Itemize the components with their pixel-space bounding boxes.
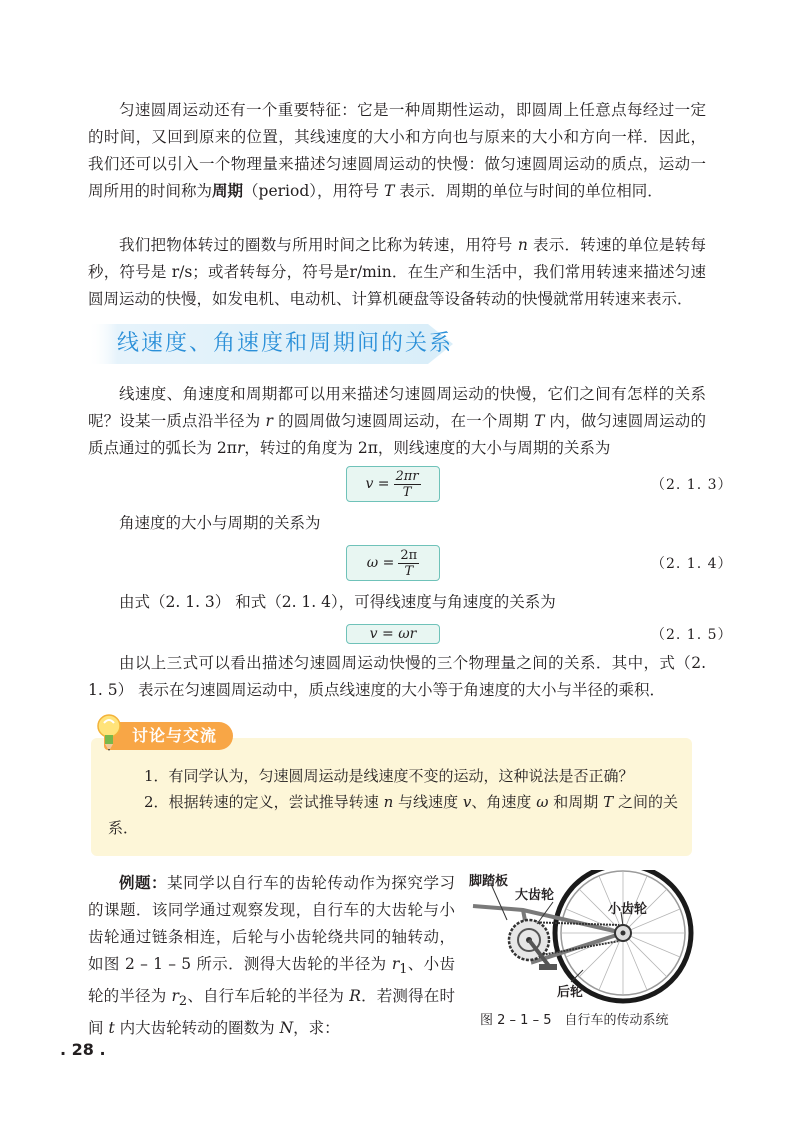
text: 2．根据转速的定义，尝试推导转速 bbox=[144, 793, 379, 811]
subscript: 2 bbox=[178, 994, 188, 1010]
text: 、角速度 bbox=[471, 793, 532, 811]
fraction bbox=[394, 469, 421, 500]
label-big-gear: 大齿轮 bbox=[515, 888, 555, 903]
denominator: T bbox=[402, 484, 412, 500]
line-derive: 由式（2. 1. 3） 和式（2. 1. 4），可得线速度与角速度的关系为 bbox=[119, 593, 556, 611]
formula-v-omega-r bbox=[346, 624, 440, 644]
text: （period），用符号 bbox=[243, 182, 379, 200]
symbol-t: t bbox=[108, 1019, 115, 1038]
text: 之间的关系． bbox=[108, 793, 678, 837]
text: 匀速圆周运动还有一个重要特征：它是一种周期性运动，即圆周上任意点每经过一定的时间，又回到原来的位置，其线速度的大小和方向也与原来的大小和方向一样．因此，我们还可以引入一个物理量来描述匀速圆周运动的快慢：做匀速圆周运动的质点，运动一周所用的时间称为 bbox=[88, 101, 706, 200]
text: 表示．周期的单位与时间的单位相同． bbox=[399, 182, 663, 200]
line-angular-relation: 角速度的大小与周期的关系为 bbox=[119, 514, 321, 532]
text: 内大齿轮转动的圈数为 bbox=[119, 1019, 275, 1038]
symbol-T: T bbox=[533, 412, 545, 430]
denominator: T bbox=[404, 563, 414, 579]
text: ．若测得在时间 bbox=[88, 987, 455, 1038]
lightbulb-pencil-icon bbox=[95, 713, 123, 753]
text: 表示．转速的单位是转每秒，符号是 r/s；或者转每分，符号是r/min．在生产和生活中，我们常用转速来描述匀速圆周运动的快慢，如发电机、电动机、计算机硬盘等设备转动的快慢就常用转速来表示． bbox=[88, 236, 706, 308]
text: 内，做匀速圆周运动的质点通过的弧长为 2π bbox=[88, 412, 706, 457]
label-pedal: 脚踏板 bbox=[469, 874, 509, 889]
text: 某同学以自行车的齿轮传动作为探究学习的课题．该同学通过观察发现，自行车的大齿轮与小齿轮通过链条相连，后轮与小齿轮绕共同的轴转动，如图 2 – 1 – 5 所示．测得大齿轮的半径为 bbox=[88, 874, 455, 973]
subscript: 1 bbox=[399, 962, 408, 978]
discussion-question-1: 1．有同学认为，匀速圆周运动是线速度不变的运动，这种说法是否正确？ bbox=[144, 767, 634, 785]
symbol-r2: r bbox=[171, 987, 179, 1006]
symbol-omega: ω bbox=[536, 793, 549, 811]
page-number: . 28 . bbox=[60, 1040, 106, 1059]
text: 的圆周做匀速圆周运动，在一个周期 bbox=[278, 412, 529, 430]
text: ，求： bbox=[293, 1019, 340, 1038]
paragraph-period bbox=[88, 97, 706, 205]
equation-number: （2. 1. 4） bbox=[651, 556, 733, 572]
discussion-title: 讨论与交流 bbox=[132, 726, 218, 745]
text: 我们把物体转过的圈数与所用时间之比称为转速，用符号 bbox=[119, 236, 513, 254]
formula-linear-velocity bbox=[346, 466, 440, 502]
equation-number: （2. 1. 3） bbox=[651, 477, 733, 493]
paragraph-conclusion: 由以上三式可以看出描述匀速圆周运动快慢的三个物理量之间的关系．其中，式（2. 1. 5） 表示在匀速圆周运动中，质点线速度的大小等于角速度的大小与半径的乘积． bbox=[88, 654, 706, 699]
formula-lhs: v = bbox=[365, 476, 390, 492]
symbol-n: n bbox=[517, 236, 528, 254]
symbol-T: T bbox=[383, 182, 395, 200]
formula-angular-velocity bbox=[346, 545, 440, 581]
paragraph-rotational-speed bbox=[88, 232, 706, 313]
symbol-N: N bbox=[279, 1019, 294, 1038]
numerator: 2π bbox=[400, 547, 418, 563]
symbol-v: v bbox=[462, 793, 472, 811]
text: 、自行车后轮的半径为 bbox=[187, 987, 345, 1006]
discussion-question-2 bbox=[108, 789, 678, 841]
example-label: 例题： bbox=[119, 874, 168, 892]
equation-number: （2. 1. 5） bbox=[651, 627, 733, 643]
paragraph-relation-intro bbox=[88, 381, 706, 462]
pedal bbox=[539, 964, 557, 970]
numerator: 2πr bbox=[395, 468, 419, 484]
example-paragraph bbox=[88, 870, 455, 1042]
symbol-n: n bbox=[383, 793, 394, 811]
formula-lhs: ω = bbox=[366, 555, 395, 571]
text: ，转过的角度为 2π，则线速度的大小与周期的关系为 bbox=[244, 439, 611, 457]
symbol-R: R bbox=[349, 987, 361, 1006]
symbol-r: r bbox=[265, 412, 273, 430]
term-period: 周期 bbox=[212, 182, 244, 200]
text: 与线速度 bbox=[398, 793, 459, 811]
text: 和周期 bbox=[553, 793, 599, 811]
text: 线速度、角速度和周期都可以用来描述匀速圆周运动的快慢，它们之间有怎样的关系呢？设某一质点沿半径为 bbox=[88, 385, 706, 430]
symbol-r1: r bbox=[391, 955, 400, 973]
label-small-gear: 小齿轮 bbox=[608, 902, 648, 917]
symbol-T: T bbox=[603, 793, 614, 811]
figure-caption: 图 2 – 1 – 5 自行车的传动系统 bbox=[480, 1013, 669, 1028]
text: 、小齿轮的半径为 bbox=[88, 955, 455, 1006]
section-title: 线速度、角速度和周期间的关系 bbox=[117, 331, 454, 356]
formula-text: v = ωr bbox=[369, 626, 417, 642]
label-rear-wheel: 后轮 bbox=[557, 985, 584, 1000]
symbol-r: r bbox=[236, 439, 245, 457]
fraction bbox=[398, 548, 419, 579]
